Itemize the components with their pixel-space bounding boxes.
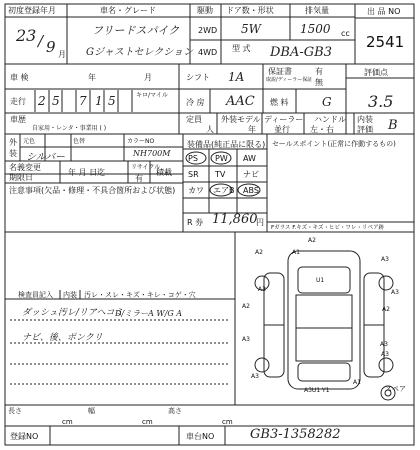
mileage-digit: 2 bbox=[38, 94, 46, 108]
inspector-note-1b: D/ミラーA W/G A bbox=[115, 309, 183, 318]
aircon-label: 冷 房 bbox=[186, 98, 205, 107]
handle-value: 左・右 bbox=[310, 125, 334, 134]
registration-no-label: 登録NO bbox=[10, 432, 39, 441]
paint-change-label: 色替 bbox=[73, 138, 86, 145]
mileage-label: 走行 bbox=[10, 97, 26, 106]
equipment-pw: PW bbox=[215, 154, 228, 163]
warranty-has: 有 bbox=[315, 67, 323, 76]
equipment-tv: TV bbox=[215, 170, 226, 179]
original-color-label: 元色 bbox=[23, 138, 36, 145]
interior-value: B bbox=[388, 118, 398, 133]
name-grade-label: 車名・グレード bbox=[100, 6, 156, 15]
glass-damage-legend: Fガラス F.キズ・キズ・ヒビ・ワレ・リペア跡 bbox=[271, 225, 384, 231]
damage-mark: A1 bbox=[292, 249, 300, 256]
damage-mark: A3 bbox=[391, 289, 399, 296]
notes-label: 注意事項(欠品・修理・不具合箇所および状態) bbox=[9, 186, 176, 195]
handle-label: ハンドル bbox=[314, 115, 346, 124]
recycle-fee-unit: 円 bbox=[256, 218, 264, 227]
damage-mark: A1 bbox=[353, 379, 361, 386]
equipment-circles bbox=[183, 149, 267, 213]
interior-label-2: 評価 bbox=[357, 125, 373, 134]
capacity-unit: 人 bbox=[206, 125, 214, 134]
damage-mark: A3 bbox=[242, 336, 250, 343]
exterior-label-2: 装 bbox=[9, 149, 17, 158]
drive-4wd: 4WD bbox=[198, 48, 218, 57]
damage-mark: A2 bbox=[308, 237, 316, 244]
aircon-value: AAC bbox=[226, 94, 255, 109]
dealer-label: ディーラー bbox=[264, 115, 304, 124]
sales-point-label: セールスポイント(正常に作動するもの) bbox=[272, 140, 396, 148]
mileage-digit: 7 bbox=[79, 94, 87, 108]
damage-mark: U1 bbox=[316, 277, 325, 284]
recycle-fee-label: R 券 bbox=[187, 218, 204, 227]
length-unit: cm bbox=[62, 418, 73, 426]
name-change-label: 名義変更 bbox=[9, 163, 41, 172]
recycle-label: リサイクル bbox=[131, 164, 161, 171]
fuel-label: 燃 料 bbox=[270, 98, 289, 107]
inspection-label: 車 検 bbox=[10, 73, 29, 82]
chassis-no-label: 車台NO bbox=[186, 432, 215, 441]
fuel-value: G bbox=[322, 95, 332, 109]
damage-mark: A2 bbox=[242, 303, 250, 310]
interior-label: 内装 bbox=[357, 115, 373, 124]
color-no-value: NH700M bbox=[133, 149, 171, 158]
exterior-label: 外 bbox=[9, 138, 17, 147]
mileage-digit: 1 bbox=[95, 94, 103, 108]
inspector-conditions: 汚レ・スレ・キズ・キレ・コゲ・穴 bbox=[84, 291, 196, 299]
drive-label: 駆動 bbox=[197, 6, 213, 15]
doors-value: 5W bbox=[241, 22, 261, 36]
car-name: フリードスパイク bbox=[92, 24, 180, 37]
damage-mark: A3 bbox=[381, 351, 389, 358]
damage-mark: A3 bbox=[251, 373, 259, 380]
doors-label: ドア数・形状 bbox=[226, 6, 274, 15]
width-unit: cm bbox=[142, 418, 153, 426]
shift-label: シフト bbox=[186, 73, 210, 82]
damage-bottom-marks: A3U1 Y1 bbox=[304, 387, 330, 394]
storage-label: 積載 bbox=[156, 168, 172, 177]
displacement-unit: cc bbox=[341, 29, 350, 38]
model-label: 型 式 bbox=[232, 44, 251, 53]
equipment-sr: SR bbox=[188, 170, 199, 179]
history-label: 車歴 bbox=[10, 115, 26, 124]
equipment-label: 装備品(純正品に限る) bbox=[187, 140, 266, 149]
outside-model-label: 外装モデル bbox=[221, 115, 261, 124]
warranty-label: 保証書 bbox=[268, 67, 292, 76]
displacement-value: 1500 bbox=[300, 22, 331, 36]
shift-value: 1A bbox=[228, 70, 245, 84]
mileage-digit: 5 bbox=[108, 94, 116, 108]
name-change-deadline-label: 期限日 bbox=[9, 173, 33, 182]
first-registration-label: 初度登録年月 bbox=[8, 6, 56, 15]
equipment-leather: カワ bbox=[188, 186, 204, 195]
equipment-ps: PS bbox=[188, 154, 198, 163]
inspector-note-2: ナビ、後、ポンクリ bbox=[22, 333, 103, 343]
displacement-label: 排気量 bbox=[305, 6, 329, 15]
inspector-note-1: ダッシュ汚レ/リアヘコミ bbox=[22, 308, 124, 318]
warranty-none: 無 bbox=[315, 78, 323, 87]
length-label: 長さ bbox=[8, 407, 22, 415]
car-grade: Gジャストセレクション bbox=[86, 47, 194, 58]
damage-mark: A2 bbox=[255, 249, 263, 256]
inspector-interior: 内装 bbox=[63, 291, 77, 299]
height-unit: cm bbox=[222, 418, 233, 426]
mileage-unit: キロ/マイル bbox=[136, 92, 168, 99]
equipment-aw: AW bbox=[243, 154, 256, 163]
inspection-month-unit: 月 bbox=[144, 73, 152, 82]
width-label: 幅 bbox=[88, 407, 95, 415]
mileage-digit: 5 bbox=[52, 94, 60, 108]
recycle-value: 有 bbox=[135, 174, 143, 183]
equipment-airbag: エアB bbox=[213, 186, 235, 195]
first-registration-separator: / bbox=[38, 32, 44, 50]
equipment-abs: ABS bbox=[243, 186, 259, 195]
lot-value: 2541 bbox=[366, 33, 405, 51]
first-registration-year: 23 bbox=[16, 26, 37, 45]
color-no-label: カラーNO bbox=[127, 138, 155, 145]
spare-tire-label: スペア bbox=[385, 385, 406, 393]
lot-label: 出 品 NO bbox=[367, 7, 401, 16]
chassis-no-value: GB3-1358282 bbox=[250, 427, 341, 442]
outside-model-year-unit: 年 bbox=[248, 125, 256, 134]
inspection-year-unit: 年 bbox=[88, 73, 96, 82]
dealer-value: 並行 bbox=[274, 125, 290, 134]
color-value: シルバー bbox=[26, 152, 66, 163]
capacity-label: 定員 bbox=[186, 115, 202, 124]
damage-mark: A3 bbox=[381, 256, 389, 263]
damage-mark: A2 bbox=[382, 306, 390, 313]
inspector-label: 検査員記入 bbox=[18, 291, 53, 299]
damage-mark: A3 bbox=[258, 286, 266, 293]
history-options: 自家用・レンタ・事業用 ( ) bbox=[32, 125, 107, 132]
drive-2wd: 2WD bbox=[198, 26, 218, 35]
damage-mark: A3 bbox=[380, 341, 388, 348]
score-value: 3.5 bbox=[368, 92, 394, 111]
equipment-navi: ナビ bbox=[243, 170, 259, 179]
first-registration-month: 9 bbox=[46, 38, 56, 56]
warranty-sub-label: 取説/ディーラー保証 bbox=[266, 77, 313, 83]
deadline-date-units: 年 月 日迄 bbox=[68, 168, 106, 177]
score-label: 評価点 bbox=[364, 68, 388, 77]
recycle-fee-value: 11,860 bbox=[212, 212, 258, 227]
model-value: DBA-GB3 bbox=[270, 45, 332, 60]
first-registration-month-unit: 月 bbox=[58, 50, 66, 59]
height-label: 高さ bbox=[168, 407, 182, 415]
